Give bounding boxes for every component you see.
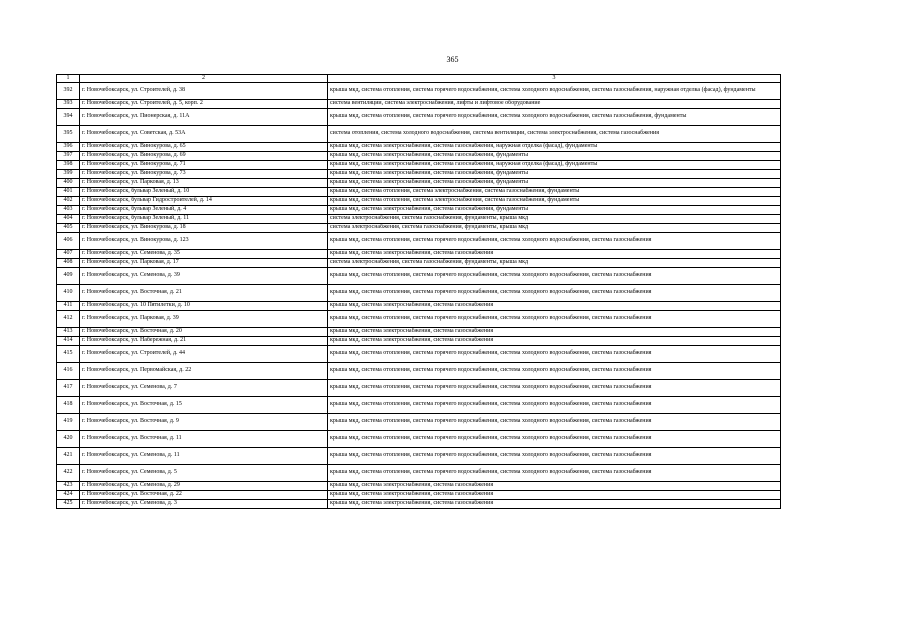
row-number: 408	[57, 258, 80, 267]
table-row	[57, 232, 781, 249]
row-number: 405	[57, 223, 80, 232]
row-works: крыша мкд, система отопления, система горячего водоснабжения, система холодного водоснабжения, система газоснабжения	[328, 447, 781, 464]
table-row	[57, 447, 781, 464]
row-number: 412	[57, 310, 80, 327]
table-row	[57, 125, 781, 142]
row-address: г. Новочебоксарск, ул. Винокурова, д. 18	[80, 223, 328, 232]
page-number: 365	[446, 55, 459, 64]
row-works: крыша мкд, система отопления, система горячего водоснабжения, система холодного водоснабжения, система газоснабжения	[328, 232, 781, 249]
row-works: крыша мкд, система отопления, система горячего водоснабжения, система холодного водоснабжения, система газоснабжения	[328, 396, 781, 413]
header-col-3: 3	[328, 75, 781, 83]
row-works: крыша мкд, система электроснабжения, система газоснабжения	[328, 336, 781, 345]
row-works: система электроснабжения, система газоснабжения, фундаменты, крыша мкд	[328, 258, 781, 267]
row-address: г. Новочебоксарск, ул. Строителей, д. 38	[80, 82, 328, 99]
row-works: крыша мкд, система отопления, система горячего водоснабжения, система холодного водоснабжения, система газоснабжения	[328, 267, 781, 284]
table-row	[57, 396, 781, 413]
row-number: 394	[57, 108, 80, 125]
table-row	[57, 379, 781, 396]
row-number: 398	[57, 160, 80, 169]
register-table	[56, 74, 781, 509]
row-address: г. Новочебоксарск, ул. Строителей, д. 44	[80, 345, 328, 362]
row-works: крыша мкд, система электроснабжения, система газоснабжения	[328, 499, 781, 508]
row-address: г. Новочебоксарск, ул. Парковая, д. 17	[80, 258, 328, 267]
row-address: г. Новочебоксарск, ул. Первомайская, д. 22	[80, 362, 328, 379]
row-number: 424	[57, 490, 80, 499]
row-number: 399	[57, 169, 80, 178]
row-number: 415	[57, 345, 80, 362]
row-address: г. Новочебоксарск, ул. Семенова, д. 29	[80, 481, 328, 490]
table-row	[57, 108, 781, 125]
row-number: 425	[57, 499, 80, 508]
table-row	[57, 160, 781, 169]
row-number: 421	[57, 447, 80, 464]
row-address: г. Новочебоксарск, ул. Семенова, д. 11	[80, 447, 328, 464]
row-address: г. Новочебоксарск, ул. Восточная, д. 11	[80, 430, 328, 447]
row-address: г. Новочебоксарск, бульвар Зеленый, д. 11	[80, 214, 328, 223]
row-address: г. Новочебоксарск, ул. Парковая, д. 39	[80, 310, 328, 327]
table-row	[57, 499, 781, 508]
row-address: г. Новочебоксарск, ул. Восточная, д. 20	[80, 327, 328, 336]
row-number: 418	[57, 396, 80, 413]
row-number: 395	[57, 125, 80, 142]
table-row	[57, 249, 781, 258]
row-address: г. Новочебоксарск, ул. Советская, д. 53А	[80, 125, 328, 142]
table-row	[57, 464, 781, 481]
row-number: 420	[57, 430, 80, 447]
table-row	[57, 258, 781, 267]
row-works: крыша мкд, система отопления, система горячего водоснабжения, система холодного водоснабжения, система газоснабжения	[328, 379, 781, 396]
table-row	[57, 336, 781, 345]
row-works: крыша мкд, система электроснабжения, система газоснабжения, фундаменты	[328, 178, 781, 187]
table-row	[57, 214, 781, 223]
table-row	[57, 327, 781, 336]
table-row	[57, 169, 781, 178]
row-works: крыша мкд, система электроснабжения, система газоснабжения, фундаменты	[328, 169, 781, 178]
row-number: 407	[57, 249, 80, 258]
row-address: г. Новочебоксарск, ул. Парковая, д. 13	[80, 178, 328, 187]
row-address: г. Новочебоксарск, ул. Восточная, д. 22	[80, 490, 328, 499]
row-works: крыша мкд, система отопления, система горячего водоснабжения, система холодного водоснабжения, система газоснабжения, фундаменты	[328, 108, 781, 125]
row-works: крыша мкд, система электроснабжения, система газоснабжения, фундаменты	[328, 205, 781, 214]
row-address: г. Новочебоксарск, ул. Винокурова, д. 65	[80, 142, 328, 151]
row-address: г. Новочебоксарск, ул. Строителей, д. 5, корп. 2	[80, 99, 328, 108]
row-number: 423	[57, 481, 80, 490]
row-number: 402	[57, 196, 80, 205]
row-number: 403	[57, 205, 80, 214]
table-row	[57, 196, 781, 205]
table-row	[57, 142, 781, 151]
row-number: 419	[57, 413, 80, 430]
row-works: система вентиляции, система электроснабжения, лифты и лифтовое оборудование	[328, 99, 781, 108]
table-row	[57, 301, 781, 310]
table-row	[57, 82, 781, 99]
row-address: г. Новочебоксарск, ул. Винокурова, д. 123	[80, 232, 328, 249]
row-works: крыша мкд, система электроснабжения, система газоснабжения	[328, 249, 781, 258]
row-works: крыша мкд, система электроснабжения, система газоснабжения, наружная отделка (фасад), фундаменты	[328, 160, 781, 169]
row-address: г. Новочебоксарск, ул. Семенова, д. 7	[80, 379, 328, 396]
row-number: 392	[57, 82, 80, 99]
row-address: г. Новочебоксарск, ул. Семенова, д. 5	[80, 464, 328, 481]
row-works: крыша мкд, система отопления, система горячего водоснабжения, система холодного водоснабжения, система газоснабжения	[328, 362, 781, 379]
table-row	[57, 151, 781, 160]
row-number: 404	[57, 214, 80, 223]
table-row	[57, 430, 781, 447]
row-address: г. Новочебоксарск, ул. Восточная, д. 21	[80, 284, 328, 301]
table-row	[57, 345, 781, 362]
row-works: крыша мкд, система отопления, система электроснабжения, система газоснабжения, фундаменты	[328, 196, 781, 205]
header-col-2: 2	[80, 75, 328, 83]
row-works: крыша мкд, система электроснабжения, система газоснабжения	[328, 327, 781, 336]
table-row	[57, 187, 781, 196]
row-works: крыша мкд, система электроснабжения, система газоснабжения	[328, 301, 781, 310]
row-number: 411	[57, 301, 80, 310]
row-works: система электроснабжения, система газоснабжения, фундаменты, крыша мкд	[328, 223, 781, 232]
row-works: крыша мкд, система отопления, система горячего водоснабжения, система холодного водоснабжения, система газоснабжения	[328, 464, 781, 481]
row-address: г. Новочебоксарск, ул. Набережная, д. 21	[80, 336, 328, 345]
table-row	[57, 223, 781, 232]
row-address: г. Новочебоксарск, ул. Винокурова, д. 69	[80, 151, 328, 160]
row-number: 409	[57, 267, 80, 284]
row-address: г. Новочебоксарск, бульвар Зеленый, д. 10	[80, 187, 328, 196]
row-works: система отопления, система холодного водоснабжения, система вентиляции, система электроснабжения, система газоснабжения	[328, 125, 781, 142]
row-address: г. Новочебоксарск, ул. Пионерская, д. 11А	[80, 108, 328, 125]
row-works: крыша мкд, система отопления, система горячего водоснабжения, система холодного водоснабжения, система газоснабжения, наружная отделка (фасад), фундаменты	[328, 82, 781, 99]
register-table-body	[57, 75, 781, 509]
row-address: г. Новочебоксарск, ул. Семенова, д. 3	[80, 499, 328, 508]
table-row	[57, 178, 781, 187]
table-row	[57, 481, 781, 490]
row-works: крыша мкд, система отопления, система электроснабжения, система газоснабжения, фундаменты	[328, 187, 781, 196]
table-row	[57, 99, 781, 108]
table-row	[57, 205, 781, 214]
row-address: г. Новочебоксарск, ул. Семенова, д. 39	[80, 267, 328, 284]
row-address: г. Новочебоксарск, ул. Восточная, д. 15	[80, 396, 328, 413]
row-works: крыша мкд, система отопления, система горячего водоснабжения, система холодного водоснабжения, система газоснабжения	[328, 430, 781, 447]
row-works: крыша мкд, система электроснабжения, система газоснабжения, наружная отделка (фасад), фундаменты	[328, 142, 781, 151]
row-number: 400	[57, 178, 80, 187]
row-works: система электроснабжения, система газоснабжения, фундаменты, крыша мкд	[328, 214, 781, 223]
table-header-row	[57, 75, 781, 83]
table-row	[57, 490, 781, 499]
row-works: крыша мкд, система электроснабжения, система газоснабжения	[328, 490, 781, 499]
row-number: 422	[57, 464, 80, 481]
row-address: г. Новочебоксарск, ул. Восточная, д. 9	[80, 413, 328, 430]
row-address: г. Новочебоксарск, ул. Винокурова, д. 71	[80, 160, 328, 169]
table-row	[57, 267, 781, 284]
table-row	[57, 310, 781, 327]
row-works: крыша мкд, система отопления, система горячего водоснабжения, система холодного водоснабжения, система газоснабжения	[328, 345, 781, 362]
row-address: г. Новочебоксарск, ул. Винокурова, д. 73	[80, 169, 328, 178]
row-works: крыша мкд, система отопления, система горячего водоснабжения, система холодного водоснабжения, система газоснабжения	[328, 310, 781, 327]
row-works: крыша мкд, система электроснабжения, система газоснабжения, фундаменты	[328, 151, 781, 160]
row-works: крыша мкд, система электроснабжения, система газоснабжения	[328, 481, 781, 490]
table-row	[57, 284, 781, 301]
row-number: 397	[57, 151, 80, 160]
row-number: 401	[57, 187, 80, 196]
row-works: крыша мкд, система отопления, система горячего водоснабжения, система холодного водоснабжения, система газоснабжения	[328, 413, 781, 430]
row-number: 413	[57, 327, 80, 336]
table-row	[57, 362, 781, 379]
row-address: г. Новочебоксарск, ул. Семенова, д. 35	[80, 249, 328, 258]
row-number: 393	[57, 99, 80, 108]
row-number: 406	[57, 232, 80, 249]
row-number: 416	[57, 362, 80, 379]
row-works: крыша мкд, система отопления, система горячего водоснабжения, система холодного водоснабжения, система газоснабжения	[328, 284, 781, 301]
row-number: 417	[57, 379, 80, 396]
row-address: г. Новочебоксарск, бульвар Гидростроителей, д. 14	[80, 196, 328, 205]
row-address: г. Новочебоксарск, бульвар Зеленый, д. 4	[80, 205, 328, 214]
row-address: г. Новочебоксарск, ул. 10 Пятилетки, д. 10	[80, 301, 328, 310]
row-number: 414	[57, 336, 80, 345]
header-col-1: 1	[57, 75, 80, 83]
row-number: 396	[57, 142, 80, 151]
row-number: 410	[57, 284, 80, 301]
table-row	[57, 413, 781, 430]
